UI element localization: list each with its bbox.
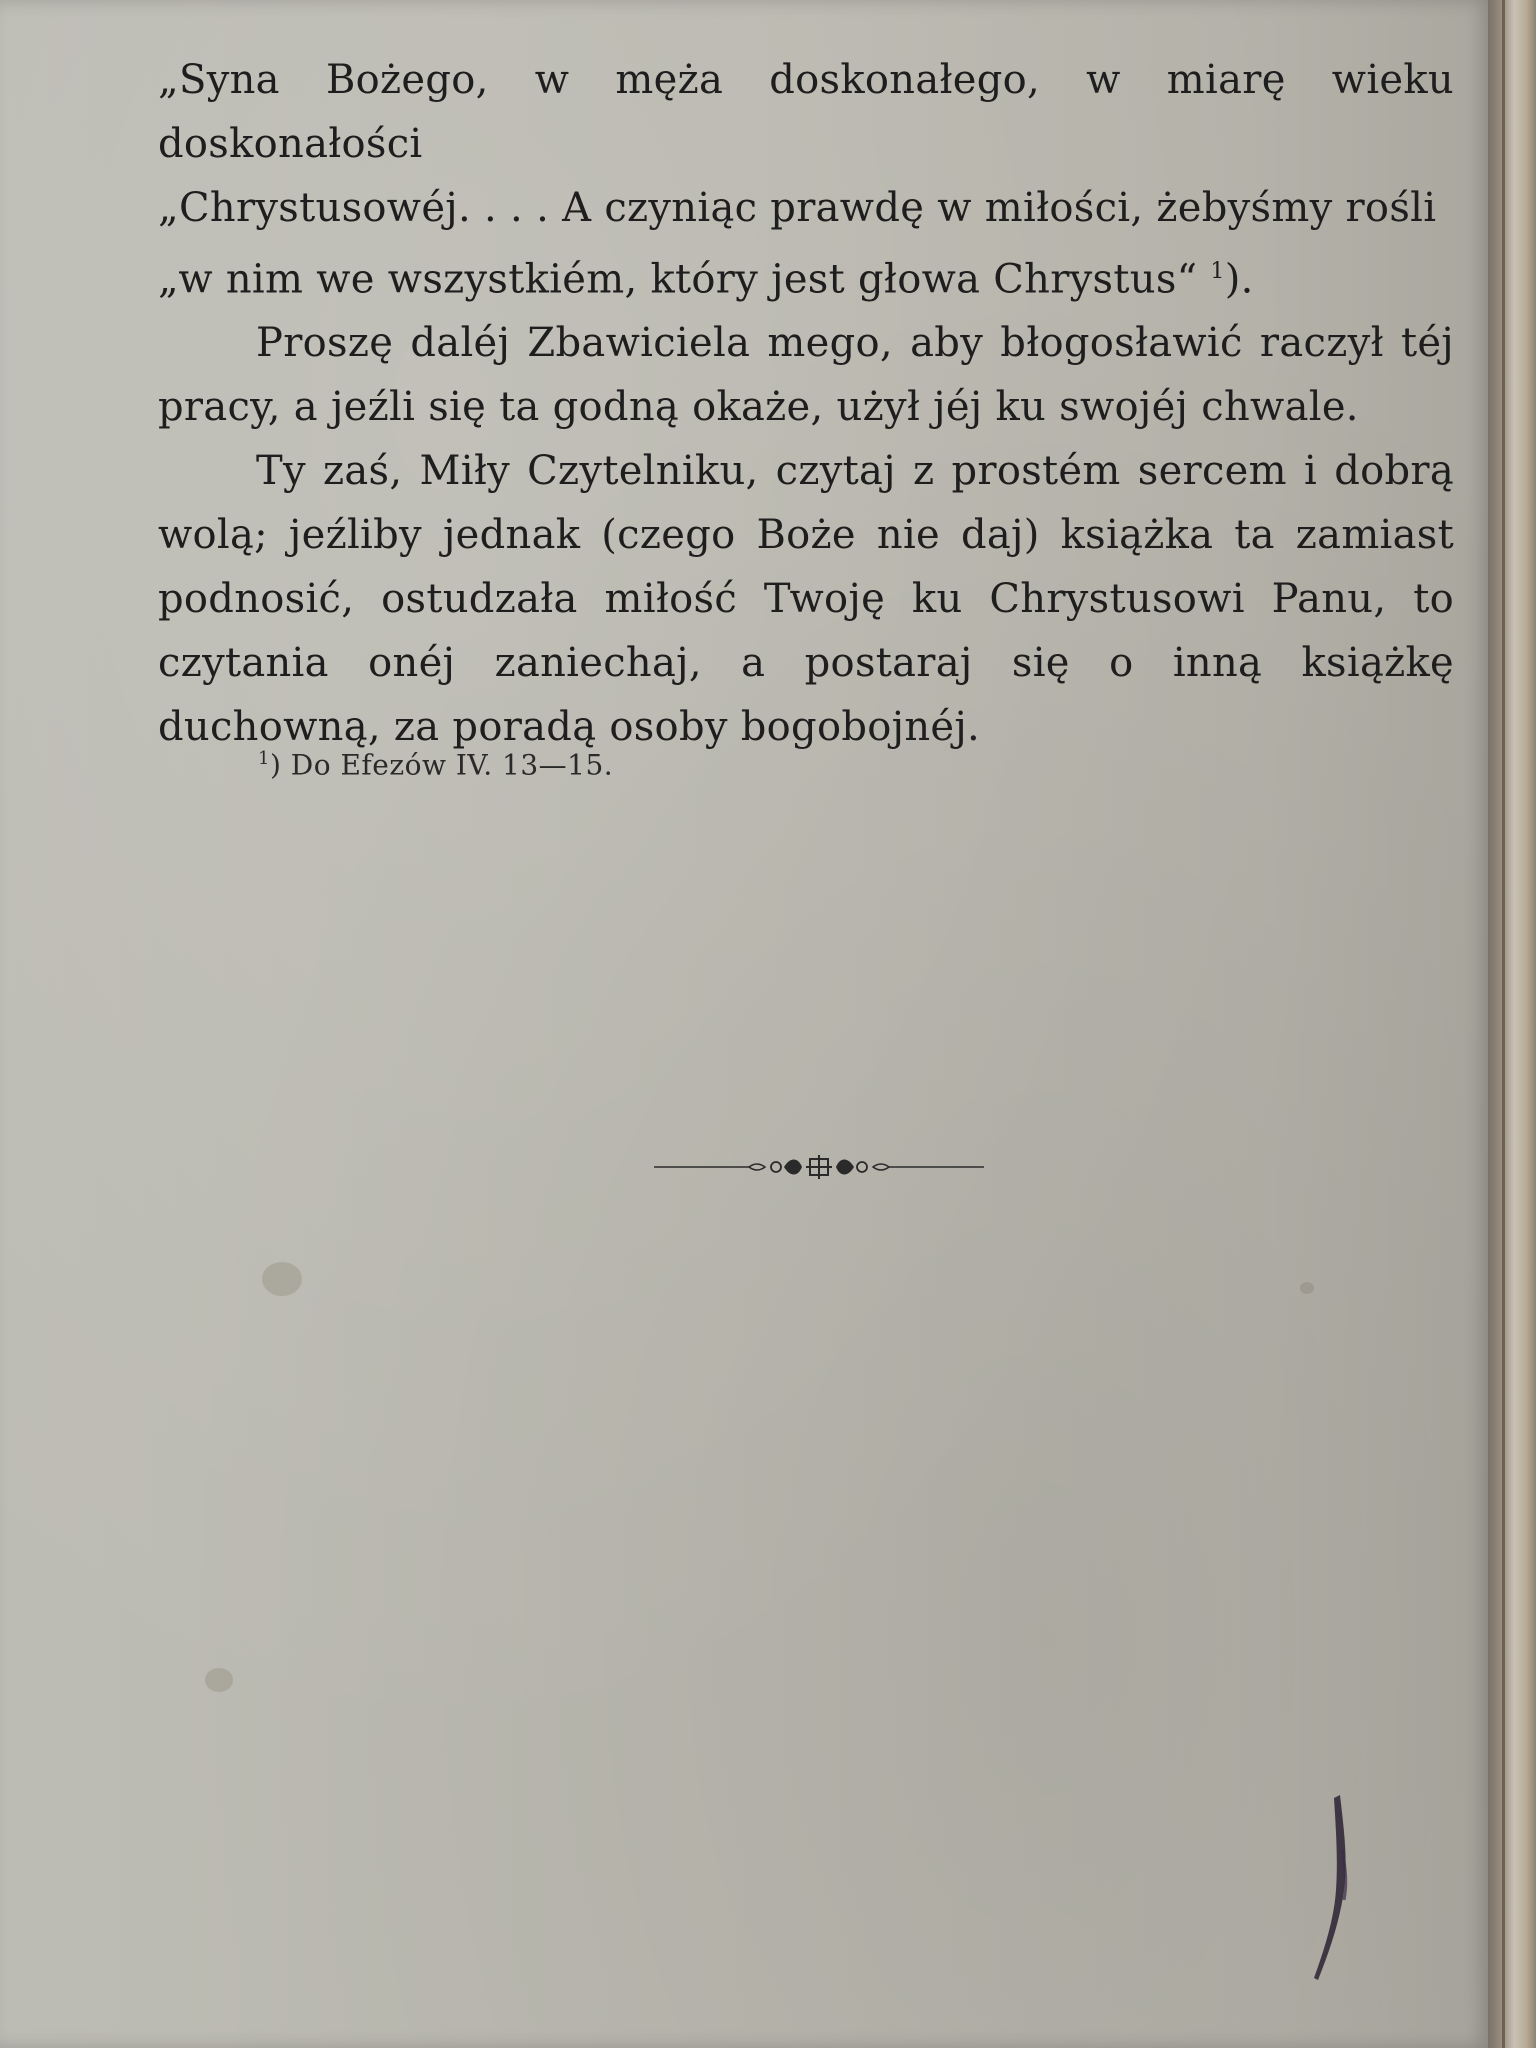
footnote-marker: 1 — [258, 748, 270, 769]
body-text — [158, 48, 1454, 759]
ink-stain-icon — [1300, 1790, 1360, 1990]
quote-line-3: „w nim we wszystkiém, który jest głowa Chrystus“ — [158, 256, 1211, 303]
paragraph-reader: Ty zaś, Miły Czytelniku, czytaj z prostém sercem i dobrą wolą; jeźliby jednak (czego Boże nie daj) książka ta zamiast podnosić, ostudzała miłość Twoję ku Chrystusowi Panu, to czytania onéj zaniechaj, a postaraj się o inną książkę duchowną, za poradą osoby bogobojnéj. — [158, 448, 1454, 751]
ornament-divider-icon — [654, 1152, 984, 1182]
footnote-text: ) Do Efezów IV. 13—15. — [269, 748, 614, 782]
quote-line-3-end: ). — [1224, 256, 1254, 303]
page-edge — [1488, 0, 1536, 2048]
footnote-reference: 1 — [1210, 259, 1225, 284]
paragraph-quote — [158, 48, 1454, 311]
paragraph-prayer: Proszę daléj Zbawiciela mego, aby błogosławić raczył téj pracy, a jeźli się ta godną okaże, użył jéj ku swojéj chwale. — [158, 320, 1454, 431]
paper-speck — [205, 1668, 233, 1692]
quote-line-2: „Chrystusowéj. . . . A czyniąc prawdę w miłości, żebyśmy rośli — [158, 185, 1437, 231]
footnote — [258, 748, 613, 781]
quote-line-1: „Syna Bożego, w męża doskonałego, w miarę wieku doskonałości — [158, 57, 1454, 167]
paper-speck — [262, 1262, 302, 1296]
paper-speck — [1300, 1282, 1314, 1294]
